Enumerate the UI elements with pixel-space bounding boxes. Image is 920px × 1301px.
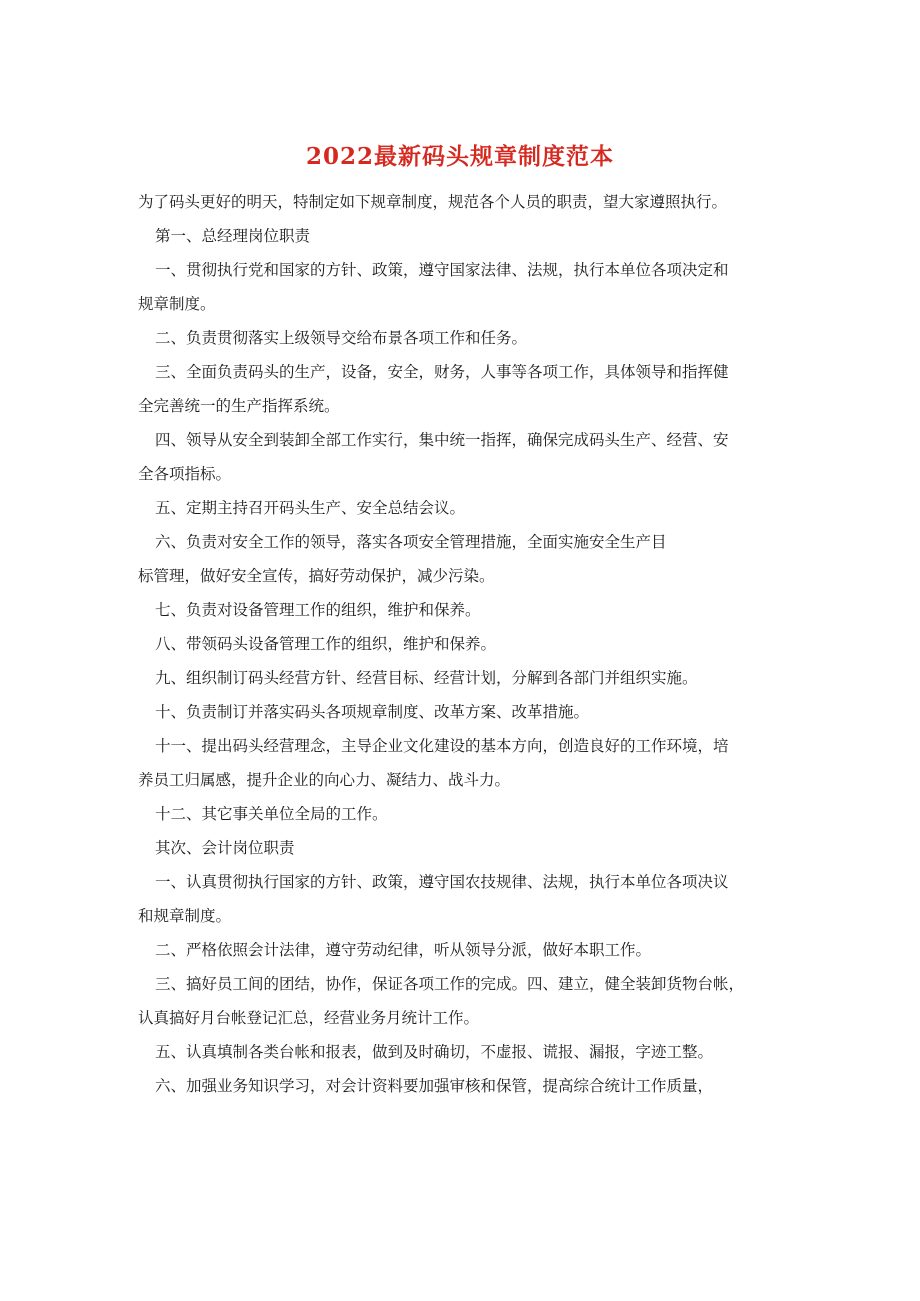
text-line: 为了码头更好的明天，特制定如下规章制度，规范各个人员的职责，望大家遵照执行。 bbox=[138, 193, 728, 211]
text-line: 标管理，做好安全宣传，搞好劳动保护，减少污染。 bbox=[138, 567, 495, 585]
text-line: 三、全面负责码头的生产，设备，安全，财务，人事等各项工作，具体领导和指挥健 bbox=[155, 363, 729, 381]
text-line: 二、负责贯彻落实上级领导交给布景各项工作和任务。 bbox=[155, 329, 528, 347]
text-line: 六、负责对安全工作的领导，落实各项安全管理措施，全面实施安全生产目 bbox=[155, 533, 667, 551]
text-line: 十、负责制订并落实码头各项规章制度、改革方案、改革措施。 bbox=[155, 703, 590, 721]
text-line: 八、带领码头设备管理工作的组织，维护和保养。 bbox=[155, 635, 497, 653]
text-line: 其次、会计岗位职责 bbox=[155, 839, 295, 857]
text-line: 全完善统一的生产指挥系统。 bbox=[138, 397, 340, 415]
text-line: 十二、其它事关单位全局的工作。 bbox=[155, 805, 388, 823]
text-line: 养员工归属感，提升企业的向心力、凝结力、战斗力。 bbox=[138, 771, 511, 789]
text-line: 和规章制度。 bbox=[138, 907, 232, 925]
text-line: 十一、提出码头经营理念，主导企业文化建设的基本方向，创造良好的工作环境，培 bbox=[155, 737, 729, 755]
text-line: 六、加强业务知识学习，对会计资料要加强审核和保管，提高综合统计工作质量， bbox=[155, 1077, 714, 1095]
text-line: 五、认真填制各类台帐和报表，做到及时确切，不虚报、谎报、漏报，字迹工整。 bbox=[155, 1043, 714, 1061]
text-line: 九、组织制订码头经营方针、经营目标、经营计划，分解到各部门并组织实施。 bbox=[155, 669, 698, 687]
text-line: 五、定期主持召开码头生产、安全总结会议。 bbox=[155, 499, 466, 517]
text-line: 七、负责对设备管理工作的组织，维护和保养。 bbox=[155, 601, 481, 619]
text-line: 一、认真贯彻执行国家的方针、政策，遵守国农技规律、法规，执行本单位各项决议 bbox=[155, 873, 729, 891]
text-line: 全各项指标。 bbox=[138, 465, 232, 483]
document-body bbox=[138, 185, 788, 1103]
text-line: 一、贯彻执行党和国家的方针、政策，遵守国家法律、法规，执行本单位各项决定和 bbox=[155, 261, 729, 279]
document-title: 2022最新码头规章制度范本 bbox=[305, 143, 614, 170]
text-line: 第一、总经理岗位职责 bbox=[155, 227, 311, 245]
text-line: 二、严格依照会计法律，遵守劳动纪律，听从领导分派，做好本职工作。 bbox=[155, 941, 652, 959]
text-line: 规章制度。 bbox=[138, 295, 216, 313]
text-line: 认真搞好月台帐登记汇总，经营业务月统计工作。 bbox=[138, 1009, 480, 1027]
text-line: 三、搞好员工间的团结，协作，保证各项工作的完成。四、建立，健全装卸货物台帐， bbox=[155, 975, 745, 993]
text-line: 四、领导从安全到装卸全部工作实行，集中统一指挥，确保完成码头生产、经营、安 bbox=[155, 431, 729, 449]
